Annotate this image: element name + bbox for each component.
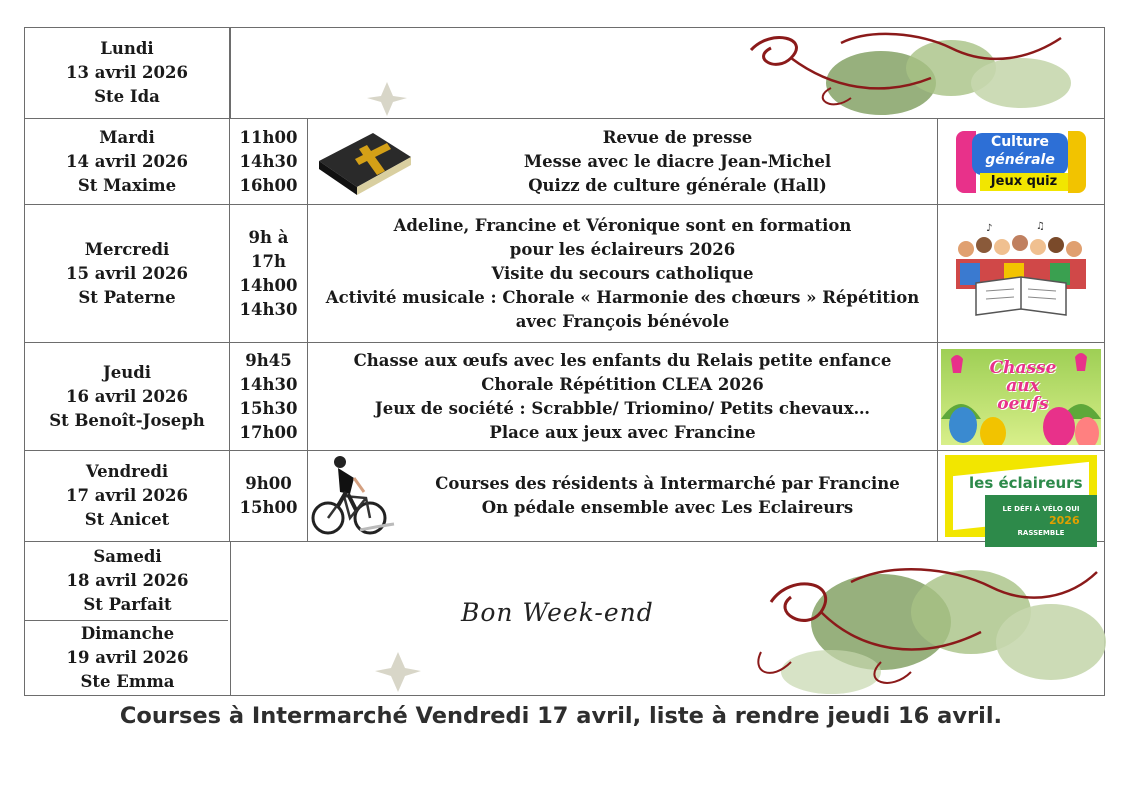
badge-line2: générale xyxy=(985,151,1055,168)
choir-icon xyxy=(946,219,1096,329)
day-name: Jeudi xyxy=(102,362,152,382)
badge-tag: LE DÉFI À VÉLO QUI RASSEMBLE xyxy=(985,495,1097,547)
time: 9h00 xyxy=(245,474,292,493)
eclaireurs-badge xyxy=(945,455,1097,537)
activity: Activité musicale : Chorale « Harmonie des chœurs » Répétition xyxy=(325,287,920,307)
day-saint: St Anicet xyxy=(84,510,170,529)
time: 9h45 xyxy=(245,350,292,370)
cyclist-icon xyxy=(310,452,396,540)
activity: Chorale Répétition CLEA 2026 xyxy=(481,374,764,394)
day-saint: St Paterne xyxy=(78,287,176,307)
day-date: 17 avril 2026 xyxy=(66,486,188,505)
day-name: Lundi xyxy=(100,39,154,58)
activity: Place aux jeux avec Francine xyxy=(489,422,756,442)
day-saint: St Parfait xyxy=(83,595,172,614)
day-date: 15 avril 2026 xyxy=(66,263,188,283)
badge-year: 2026 xyxy=(1049,514,1080,527)
day-cell-samedi xyxy=(25,542,230,620)
time: 14h30 xyxy=(239,151,298,171)
footer-note: Courses à Intermarché Vendredi 17 avril, liste à rendre jeudi 16 avril. xyxy=(119,703,1003,729)
day-date: 14 avril 2026 xyxy=(66,151,188,171)
day-cell-jeudi xyxy=(25,343,230,450)
day-cell-lundi xyxy=(25,28,230,118)
day-name: Vendredi xyxy=(85,462,169,481)
row-dimanche xyxy=(25,621,228,695)
activity: Revue de presse xyxy=(602,127,753,147)
activities-cell-vendredi xyxy=(398,451,938,541)
culture-quiz-image xyxy=(938,119,1104,204)
day-saint: Ste Ida xyxy=(94,87,160,106)
day-cell-mercredi xyxy=(25,205,230,342)
choir-image xyxy=(938,205,1104,342)
activity: Chasse aux œufs avec les enfants du Relais petite enfance xyxy=(353,350,892,370)
badge-line1: Culture xyxy=(990,133,1050,150)
easter-egg-hunt-image xyxy=(938,343,1104,450)
day-name: Dimanche xyxy=(80,624,175,643)
day-saint: St Benoît-Joseph xyxy=(49,410,205,430)
activity: Adeline, Francine et Véronique sont en formation xyxy=(393,215,852,235)
activities-cell-mercredi xyxy=(308,205,938,342)
svg-text:♫: ♫ xyxy=(1036,220,1045,232)
activity: Quizz de culture générale (Hall) xyxy=(528,175,827,195)
weekend-area xyxy=(230,542,1104,695)
time: 17h xyxy=(251,251,286,271)
time: 16h00 xyxy=(239,175,298,195)
svg-text:♪: ♪ xyxy=(986,222,993,234)
time: 14h00 xyxy=(239,275,298,295)
day-cell-vendredi xyxy=(25,451,230,541)
cyclist-image xyxy=(308,451,398,541)
badge-line2: aux xyxy=(1006,375,1040,396)
time: 14h30 xyxy=(239,299,298,319)
easter-egg-badge xyxy=(941,349,1101,445)
activity: avec François bénévole xyxy=(515,311,730,331)
row-samedi xyxy=(25,542,228,621)
time: 15h30 xyxy=(239,398,298,418)
culture-quiz-badge xyxy=(956,131,1086,193)
day-date: 16 avril 2026 xyxy=(66,386,188,406)
bible-icon xyxy=(311,127,415,197)
time: 14h30 xyxy=(239,374,298,394)
time: 15h00 xyxy=(239,498,298,517)
badge-line1: Chasse xyxy=(989,357,1057,378)
badge-line3: Jeux quiz xyxy=(980,173,1068,191)
row-mercredi xyxy=(25,205,1104,343)
activity: Messe avec le diacre Jean-Michel xyxy=(523,151,832,171)
row-lundi xyxy=(25,28,1104,119)
day-saint: St Maxime xyxy=(77,175,177,195)
eclaireurs-image xyxy=(938,451,1104,541)
bible-image xyxy=(308,119,418,204)
badge-brand: les éclaireurs xyxy=(969,474,1083,492)
day-saint: Ste Emma xyxy=(80,672,175,691)
activity: Jeux de société : Scrabble/ Triomino/ Petits chevaux… xyxy=(374,398,871,418)
times-cell-mardi xyxy=(230,119,308,204)
day-cell-mardi xyxy=(25,119,230,204)
weekly-schedule-table xyxy=(24,27,1105,696)
day-date: 13 avril 2026 xyxy=(66,63,188,82)
activities-cell-mardi xyxy=(418,119,938,204)
day-name: Mercredi xyxy=(84,239,170,259)
time: 17h00 xyxy=(239,422,298,442)
weekend-greeting: Bon Week-end xyxy=(461,598,654,627)
row-jeudi xyxy=(25,343,1104,451)
activities-cell-jeudi xyxy=(308,343,938,450)
time: 9h à xyxy=(248,227,289,247)
day-name: Mardi xyxy=(99,127,155,147)
row-vendredi xyxy=(25,451,1104,542)
badge-line3: oeufs xyxy=(997,393,1049,414)
times-cell-mercredi xyxy=(230,205,308,342)
activity: pour les éclaireurs 2026 xyxy=(509,239,736,259)
floral-swirl-icon xyxy=(231,542,1107,697)
day-date: 19 avril 2026 xyxy=(66,648,189,667)
activity: Visite du secours catholique xyxy=(491,263,754,283)
day-date: 18 avril 2026 xyxy=(66,571,189,590)
activity: On pédale ensemble avec Les Eclaireurs xyxy=(481,498,854,517)
row-mardi xyxy=(25,119,1104,205)
day-cell-dimanche xyxy=(25,621,230,695)
times-cell-jeudi xyxy=(230,343,308,450)
times-cell-vendredi xyxy=(230,451,308,541)
time: 11h00 xyxy=(239,127,298,147)
day-name: Samedi xyxy=(93,547,162,566)
activity: Courses des résidents à Intermarché par Francine xyxy=(435,474,900,493)
